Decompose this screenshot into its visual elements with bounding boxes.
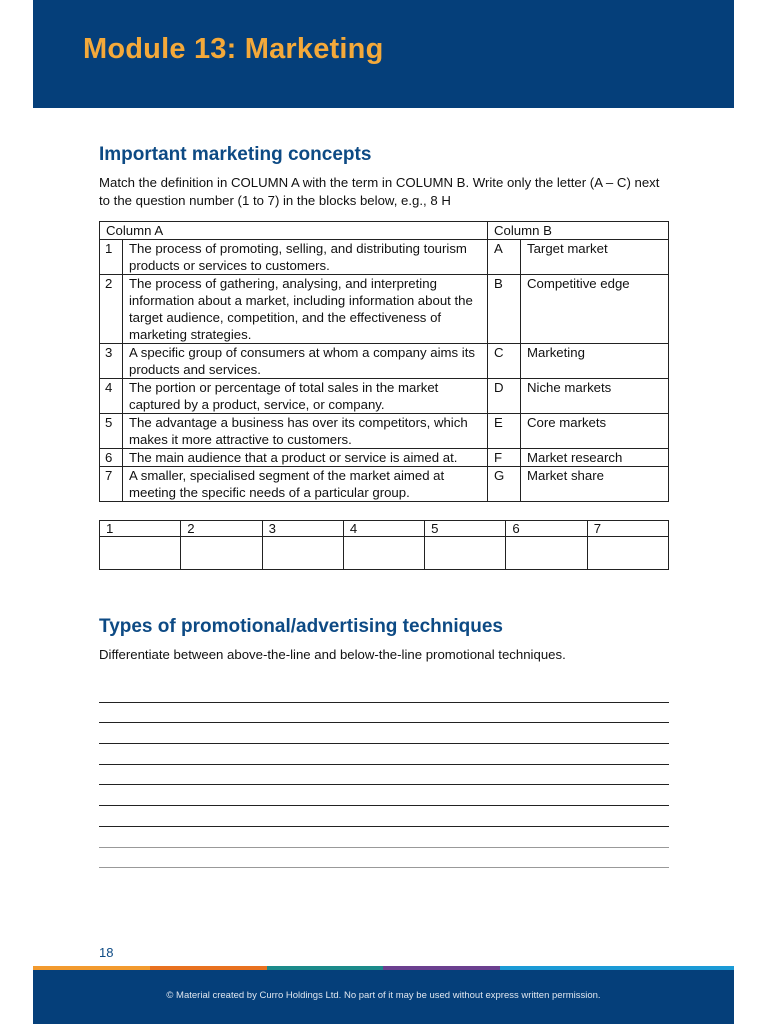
answer-line[interactable]: [99, 827, 669, 848]
term-cell: Competitive edge: [521, 275, 669, 344]
matching-table-row: [100, 467, 669, 502]
matching-table-header: [100, 222, 669, 240]
definition-cell: The process of gathering, analysing, and interpreting information about a market, including information about the target audience, competition, and the effectiveness of marketing strategies.: [123, 275, 488, 344]
answer-number-row: [100, 521, 669, 537]
question-number: 3: [100, 344, 123, 379]
answer-block[interactable]: [343, 537, 424, 570]
question-number: 5: [100, 414, 123, 449]
term-cell: Market research: [521, 449, 669, 467]
term-letter: F: [488, 449, 521, 467]
definition-cell: A smaller, specialised segment of the market aimed at meeting the specific needs of a particular group.: [123, 467, 488, 502]
worksheet-page: [33, 0, 734, 1024]
answer-block[interactable]: [181, 537, 262, 570]
answer-line[interactable]: [99, 703, 669, 724]
answer-lines: [99, 682, 669, 868]
term-cell: Niche markets: [521, 379, 669, 414]
answer-number: 2: [181, 521, 262, 537]
definition-cell: The advantage a business has over its competitors, which makes it more attractive to customers.: [123, 414, 488, 449]
matching-table-row: [100, 240, 669, 275]
answer-block[interactable]: [425, 537, 506, 570]
answer-line[interactable]: [99, 744, 669, 765]
answer-number: 7: [587, 521, 668, 537]
question-number: 7: [100, 467, 123, 502]
module-title: Module 13: Marketing: [83, 33, 384, 65]
term-letter: E: [488, 414, 521, 449]
column-b-header: Column B: [488, 222, 669, 240]
matching-instruction: Match the definition in COLUMN A with the term in COLUMN B. Write only the letter (A – C) next to the question number (1 to 7) in the blocks below, e.g., 8 H: [99, 175, 660, 208]
answer-line[interactable]: [99, 765, 669, 786]
column-a-header: Column A: [100, 222, 488, 240]
matching-table-row: [100, 379, 669, 414]
answer-number: 6: [506, 521, 587, 537]
answer-number: 3: [262, 521, 343, 537]
definition-cell: A specific group of consumers at whom a company aims its products and services.: [123, 344, 488, 379]
answer-line[interactable]: [99, 682, 669, 703]
matching-table-row: [100, 449, 669, 467]
answer-number: 4: [343, 521, 424, 537]
term-cell: Core markets: [521, 414, 669, 449]
answer-blocks-table: [99, 520, 669, 570]
term-letter: C: [488, 344, 521, 379]
copyright-notice: © Material created by Curro Holdings Ltd. No part of it may be used without express written permission.: [166, 990, 601, 1001]
matching-table-row: [100, 414, 669, 449]
matching-table-row: [100, 275, 669, 344]
term-letter: A: [488, 240, 521, 275]
answer-line[interactable]: [99, 723, 669, 744]
section-marketing-concepts: [99, 144, 669, 570]
question-number: 1: [100, 240, 123, 275]
term-letter: B: [488, 275, 521, 344]
answer-line[interactable]: [99, 806, 669, 827]
definition-cell: The portion or percentage of total sales in the market captured by a product, service, or company.: [123, 379, 488, 414]
question-number: 6: [100, 449, 123, 467]
definition-cell: The process of promoting, selling, and distributing tourism products or services to customers.: [123, 240, 488, 275]
header-band: [33, 0, 734, 108]
term-cell: Target market: [521, 240, 669, 275]
term-cell: Market share: [521, 467, 669, 502]
question-number: 2: [100, 275, 123, 344]
matching-table: [99, 221, 669, 502]
answer-number: 5: [425, 521, 506, 537]
term-cell: Marketing: [521, 344, 669, 379]
section-heading-techniques: Types of promotional/advertising techniques: [99, 616, 503, 637]
answer-block[interactable]: [262, 537, 343, 570]
matching-table-row: [100, 344, 669, 379]
term-letter: G: [488, 467, 521, 502]
answer-number: 1: [100, 521, 181, 537]
answer-entry-row: [100, 537, 669, 570]
answer-block[interactable]: [587, 537, 668, 570]
answer-line[interactable]: [99, 848, 669, 869]
answer-line[interactable]: [99, 785, 669, 806]
section-heading-concepts: Important marketing concepts: [99, 144, 372, 165]
question-number: 4: [100, 379, 123, 414]
page-number: 18: [99, 945, 114, 960]
term-letter: D: [488, 379, 521, 414]
techniques-instruction: Differentiate between above-the-line and below-the-line promotional techniques.: [99, 647, 566, 662]
answer-block[interactable]: [100, 537, 181, 570]
definition-cell: The main audience that a product or service is aimed at.: [123, 449, 488, 467]
answer-block[interactable]: [506, 537, 587, 570]
section-promotional-techniques: [99, 616, 669, 868]
